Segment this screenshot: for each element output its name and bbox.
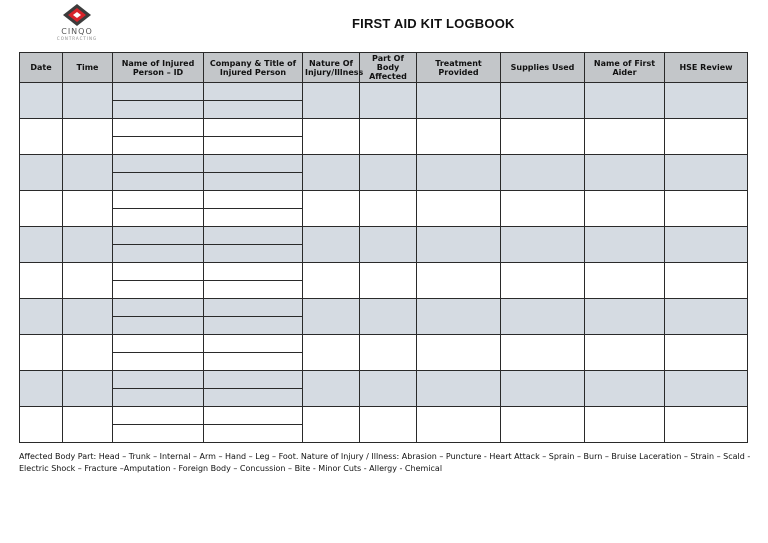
- cell-body-part[interactable]: [360, 407, 417, 443]
- entry-row: [20, 335, 748, 353]
- cell-time[interactable]: [63, 407, 113, 443]
- logbook-table: [19, 52, 748, 443]
- cell-company-title-line2[interactable]: [204, 389, 303, 407]
- cell-hse-review[interactable]: [665, 407, 748, 443]
- cell-nature[interactable]: [303, 371, 360, 407]
- cell-nature[interactable]: [303, 299, 360, 335]
- col-header-hse-review: HSE Review: [665, 53, 748, 83]
- cell-nature[interactable]: [303, 191, 360, 227]
- cell-injured-name[interactable]: [113, 263, 204, 281]
- cell-supplies[interactable]: [501, 227, 585, 263]
- cell-supplies[interactable]: [501, 263, 585, 299]
- cell-injured-name[interactable]: [113, 191, 204, 209]
- cell-time[interactable]: [63, 263, 113, 299]
- cell-company-title-line2[interactable]: [204, 173, 303, 191]
- cell-time[interactable]: [63, 299, 113, 335]
- cell-company-title-line2[interactable]: [204, 137, 303, 155]
- cell-treatment[interactable]: [417, 407, 501, 443]
- cell-injured-name[interactable]: [113, 227, 204, 245]
- cell-first-aider[interactable]: [585, 119, 665, 155]
- cell-injured-name-line2[interactable]: [113, 173, 204, 191]
- cell-injured-name[interactable]: [113, 119, 204, 137]
- cell-company-title[interactable]: [204, 155, 303, 173]
- cell-injured-name[interactable]: [113, 371, 204, 389]
- cell-time[interactable]: [63, 119, 113, 155]
- cell-company-title[interactable]: [204, 299, 303, 317]
- cell-nature[interactable]: [303, 335, 360, 371]
- cell-treatment[interactable]: [417, 227, 501, 263]
- cell-injured-name-line2[interactable]: [113, 317, 204, 335]
- cell-company-title[interactable]: [204, 335, 303, 353]
- cell-first-aider[interactable]: [585, 335, 665, 371]
- cell-first-aider[interactable]: [585, 263, 665, 299]
- cell-time[interactable]: [63, 191, 113, 227]
- cell-injured-name[interactable]: [113, 335, 204, 353]
- cell-company-title-line2[interactable]: [204, 425, 303, 443]
- cell-first-aider[interactable]: [585, 371, 665, 407]
- entry-row: [20, 119, 748, 137]
- col-header-body-part: Part Of Body Affected: [360, 53, 417, 83]
- cell-company-title-line2[interactable]: [204, 101, 303, 119]
- cell-time[interactable]: [63, 227, 113, 263]
- cell-date[interactable]: [20, 371, 63, 407]
- col-header-treatment: Treatment Provided: [417, 53, 501, 83]
- cell-company-title-line2[interactable]: [204, 317, 303, 335]
- cell-company-title[interactable]: [204, 263, 303, 281]
- entry-row: [20, 371, 748, 389]
- cell-date[interactable]: [20, 155, 63, 191]
- cell-date[interactable]: [20, 407, 63, 443]
- cell-body-part[interactable]: [360, 83, 417, 119]
- cell-hse-review[interactable]: [665, 83, 748, 119]
- cell-supplies[interactable]: [501, 407, 585, 443]
- cell-company-title[interactable]: [204, 407, 303, 425]
- cell-first-aider[interactable]: [585, 155, 665, 191]
- cell-company-title-line2[interactable]: [204, 245, 303, 263]
- cell-company-title[interactable]: [204, 191, 303, 209]
- cell-body-part[interactable]: [360, 191, 417, 227]
- cell-time[interactable]: [63, 155, 113, 191]
- cell-company-title[interactable]: [204, 371, 303, 389]
- cell-body-part[interactable]: [360, 263, 417, 299]
- entry-row: [20, 191, 748, 209]
- logo-diamond-icon: [60, 3, 94, 27]
- footnote: Affected Body Part: Head – Trunk – Internal – Arm – Hand – Leg – Foot. Nature of Injury / Illness: Abrasion – Puncture - Heart Attack – Sprain – Burn – Bruise Laceration – Strain – Scald - Electric Shock – Fracture –Amputation - Foreign Body – Concussion – Bite - Minor Cuts - Allergy - Chemical: [19, 452, 751, 473]
- cell-nature[interactable]: [303, 263, 360, 299]
- cell-first-aider[interactable]: [585, 299, 665, 335]
- cell-supplies[interactable]: [501, 371, 585, 407]
- cell-date[interactable]: [20, 299, 63, 335]
- cell-treatment[interactable]: [417, 371, 501, 407]
- cell-treatment[interactable]: [417, 263, 501, 299]
- cell-injured-name-line2[interactable]: [113, 137, 204, 155]
- entry-row: [20, 263, 748, 281]
- cell-company-title-line2[interactable]: [204, 353, 303, 371]
- cell-hse-review[interactable]: [665, 371, 748, 407]
- col-header-date: Date: [20, 53, 63, 83]
- cell-injured-name-line2[interactable]: [113, 389, 204, 407]
- logbook-body: [20, 83, 748, 443]
- cell-treatment[interactable]: [417, 335, 501, 371]
- cell-company-title[interactable]: [204, 119, 303, 137]
- company-logo: [50, 3, 104, 47]
- cell-hse-review[interactable]: [665, 155, 748, 191]
- entry-row: [20, 155, 748, 173]
- cell-body-part[interactable]: [360, 155, 417, 191]
- cell-treatment[interactable]: [417, 119, 501, 155]
- cell-injured-name-line2[interactable]: [113, 245, 204, 263]
- cell-first-aider[interactable]: [585, 83, 665, 119]
- col-header-time: Time: [63, 53, 113, 83]
- cell-treatment[interactable]: [417, 191, 501, 227]
- cell-injured-name[interactable]: [113, 299, 204, 317]
- cell-date[interactable]: [20, 191, 63, 227]
- cell-supplies[interactable]: [501, 155, 585, 191]
- cell-date[interactable]: [20, 227, 63, 263]
- logo-tagline: CONTRACTING: [56, 36, 98, 41]
- cell-time[interactable]: [63, 335, 113, 371]
- cell-supplies[interactable]: [501, 83, 585, 119]
- header-row: [20, 53, 748, 83]
- cell-body-part[interactable]: [360, 335, 417, 371]
- cell-nature[interactable]: [303, 155, 360, 191]
- entry-row: [20, 407, 748, 425]
- cell-date[interactable]: [20, 263, 63, 299]
- cell-date[interactable]: [20, 119, 63, 155]
- logo-name: CINQO: [61, 27, 93, 36]
- cell-date[interactable]: [20, 83, 63, 119]
- cell-date[interactable]: [20, 335, 63, 371]
- col-header-supplies: Supplies Used: [501, 53, 585, 83]
- entry-row: [20, 299, 748, 317]
- cell-time[interactable]: [63, 371, 113, 407]
- cell-company-title[interactable]: [204, 83, 303, 101]
- cell-supplies[interactable]: [501, 335, 585, 371]
- cell-hse-review[interactable]: [665, 191, 748, 227]
- cell-nature[interactable]: [303, 227, 360, 263]
- cell-treatment[interactable]: [417, 299, 501, 335]
- cell-hse-review[interactable]: [665, 299, 748, 335]
- cell-nature[interactable]: [303, 407, 360, 443]
- page-title: FIRST AID KIT LOGBOOK: [352, 16, 515, 31]
- cell-hse-review[interactable]: [665, 227, 748, 263]
- cell-injured-name-line2[interactable]: [113, 353, 204, 371]
- col-header-injured-name: Name of Injured Person – ID: [113, 53, 204, 83]
- cell-company-title-line2[interactable]: [204, 209, 303, 227]
- entry-row: [20, 83, 748, 101]
- cell-supplies[interactable]: [501, 299, 585, 335]
- cell-first-aider[interactable]: [585, 227, 665, 263]
- cell-nature[interactable]: [303, 119, 360, 155]
- cell-company-title[interactable]: [204, 227, 303, 245]
- cell-injured-name-line2[interactable]: [113, 209, 204, 227]
- cell-hse-review[interactable]: [665, 119, 748, 155]
- cell-injured-name-line2[interactable]: [113, 101, 204, 119]
- cell-first-aider[interactable]: [585, 191, 665, 227]
- cell-company-title-line2[interactable]: [204, 281, 303, 299]
- col-header-company-title: Company & Title of Injured Person: [204, 53, 303, 83]
- cell-supplies[interactable]: [501, 119, 585, 155]
- cell-hse-review[interactable]: [665, 335, 748, 371]
- cell-treatment[interactable]: [417, 155, 501, 191]
- cell-first-aider[interactable]: [585, 407, 665, 443]
- cell-time[interactable]: [63, 83, 113, 119]
- cell-injured-name-line2[interactable]: [113, 281, 204, 299]
- entry-row: [20, 227, 748, 245]
- cell-body-part[interactable]: [360, 119, 417, 155]
- cell-injured-name-line2[interactable]: [113, 425, 204, 443]
- cell-supplies[interactable]: [501, 191, 585, 227]
- cell-hse-review[interactable]: [665, 263, 748, 299]
- cell-nature[interactable]: [303, 83, 360, 119]
- cell-body-part[interactable]: [360, 299, 417, 335]
- cell-treatment[interactable]: [417, 83, 501, 119]
- cell-injured-name[interactable]: [113, 155, 204, 173]
- col-header-nature: Nature Of Injury/Illness: [303, 53, 360, 83]
- cell-injured-name[interactable]: [113, 407, 204, 425]
- cell-body-part[interactable]: [360, 227, 417, 263]
- col-header-first-aider: Name of First Aider: [585, 53, 665, 83]
- cell-body-part[interactable]: [360, 371, 417, 407]
- cell-injured-name[interactable]: [113, 83, 204, 101]
